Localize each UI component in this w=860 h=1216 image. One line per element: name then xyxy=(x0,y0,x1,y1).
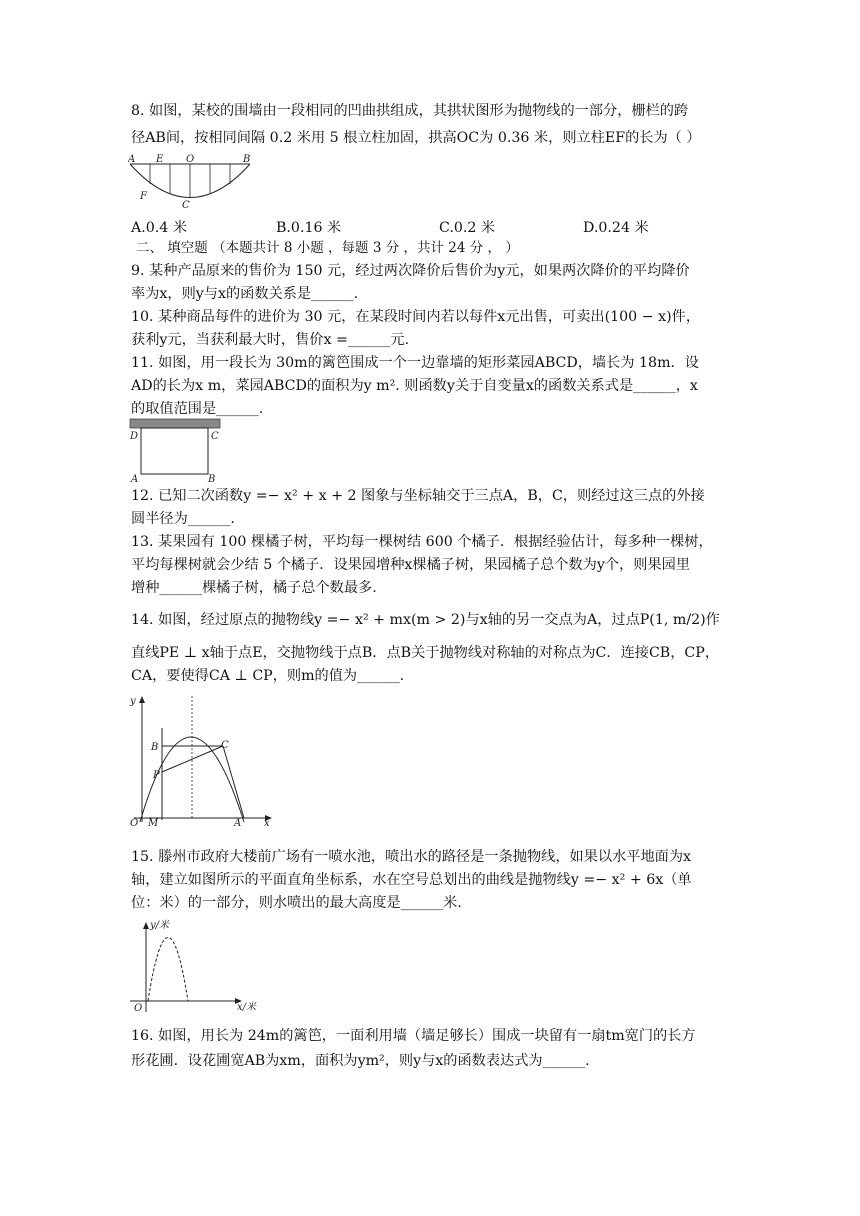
q14-label-a: A xyxy=(234,818,242,829)
q9-line2: 率为x，则y与x的函数关系是______. xyxy=(131,286,359,302)
q14-label-b: B xyxy=(151,742,159,753)
q15-fountain-figure xyxy=(126,914,271,1018)
q15-line2: 轴，建立如图所示的平面直角坐标系，水在空号总划出的曲线是抛物线y =− x² + 6x（单 xyxy=(131,872,692,888)
q11-garden-figure xyxy=(128,416,223,490)
q8-option-d: D.0.24 米 xyxy=(583,220,649,236)
q12-line1: 12. 已知二次函数y =− x² + x + 2 图象与坐标轴交于三点A，B，C，则经过这三点的外接 xyxy=(131,488,705,504)
q10-line1: 10. 某种商品每件的进价为 30 元，在某段时间内若以每件x元出售，可卖出(100 − x)件， xyxy=(131,309,701,325)
q8-label-c: C xyxy=(182,200,190,211)
q8-label-b: B xyxy=(243,154,251,165)
q11-line3: 的取值范围是______. xyxy=(131,401,264,417)
q9-line1: 9. 某种产品原来的售价为 150 元，经过两次降价后售价为y元，如果两次降价的平均降价 xyxy=(131,263,690,279)
q8-option-b: B.0.16 米 xyxy=(276,220,342,236)
q8-option-a: A.0.4 米 xyxy=(131,220,188,236)
q8-arch-figure xyxy=(128,153,258,215)
q8-label-a: A xyxy=(128,154,136,165)
q14-line2: 直线PE ⊥ x轴于点E，交抛物线于点B．点B关于抛物线对称轴的对称点为C．连接CB，CP， xyxy=(131,645,720,661)
q14-line3: CA，要使得CA ⊥ CP，则m的值为______. xyxy=(131,668,405,684)
q8-label-o: O xyxy=(186,154,195,165)
q15-label-y: y/米 xyxy=(150,920,170,931)
q16-line2: 形花圃．设花圃宽AB为xm，面积为ym²，则y与x的函数表达式为______. xyxy=(131,1053,590,1069)
q11-label-a: A xyxy=(131,474,139,485)
q13-line1: 13. 某果园有 100 棵橘子树，平均每一棵树结 600 个橘子．根据经验估计，每多种一棵树， xyxy=(131,534,713,550)
q14-label-y: y xyxy=(130,696,136,707)
q8-option-c: C.0.2 米 xyxy=(439,220,496,236)
q14-label-o: O xyxy=(130,818,139,829)
q14-label-p: P xyxy=(153,770,160,781)
q8-line2: 径AB间，按相同间隔 0.2 米用 5 根立柱加固，拱高OC为 0.36 米，则立柱EF的长为（ ） xyxy=(131,130,701,146)
q12-line2: 圆半径为______. xyxy=(131,511,235,527)
q14-label-x: x xyxy=(264,818,270,829)
q8-label-f: F xyxy=(140,191,147,202)
q15-label-o: O xyxy=(134,1003,143,1014)
q11-line1: 11. 如图，用一段长为 30m的篱笆围成一个一边靠墙的矩形菜园ABCD，墙长为 18m．设 xyxy=(131,355,699,371)
q14-line1: 14. 如图，经过原点的抛物线y =− x² + mx(m > 2)与x轴的另一交点为A，过点P(1, m/2)作 xyxy=(131,612,720,628)
q13-line3: 增种______棵橘子树，橘子总个数最多. xyxy=(131,580,377,596)
q13-line2: 平均每棵树就会少结 5 个橘子．设果园增种x棵橘子树，果园橘子总个数为y个，则果园里 xyxy=(131,557,691,573)
q15-label-x: x/米 xyxy=(237,1002,257,1013)
q14-parabola-figure xyxy=(126,692,276,834)
q15-line1: 15. 滕州市政府大楼前广场有一喷水池，喷出水的路径是一条抛物线，如果以水平地面为x xyxy=(131,849,692,865)
q15-line3: 位：米）的一部分，则水喷出的最大高度是______米. xyxy=(131,895,462,911)
q11-label-c: C xyxy=(211,431,219,442)
q16-line1: 16. 如图，用长为 24m的篱笆，一面利用墙（墙足够长）围成一块留有一扇tm宽门的长方 xyxy=(131,1028,696,1044)
q14-label-c: C xyxy=(221,740,229,751)
section2-heading: 二、 填空题 （本题共计 8 小题 ，每题 3 分 ，共计 24 分 ， ） xyxy=(136,240,519,256)
q11-line2: AD的长为x m，菜园ABCD的面积为y m². 则函数y关于自变量x的函数关系式是______，x xyxy=(131,378,698,394)
q11-label-b: B xyxy=(208,474,216,485)
q14-label-m: M xyxy=(148,818,159,829)
q11-label-d: D xyxy=(130,431,139,442)
q8-label-e: E xyxy=(156,154,164,165)
q8-line1: 8. 如图，某校的围墙由一段相同的凹曲拱组成，其拱状图形为抛物线的一部分，栅栏的跨 xyxy=(131,103,689,119)
q10-line2: 获利y元，当获利最大时，售价x =______元. xyxy=(131,332,410,348)
